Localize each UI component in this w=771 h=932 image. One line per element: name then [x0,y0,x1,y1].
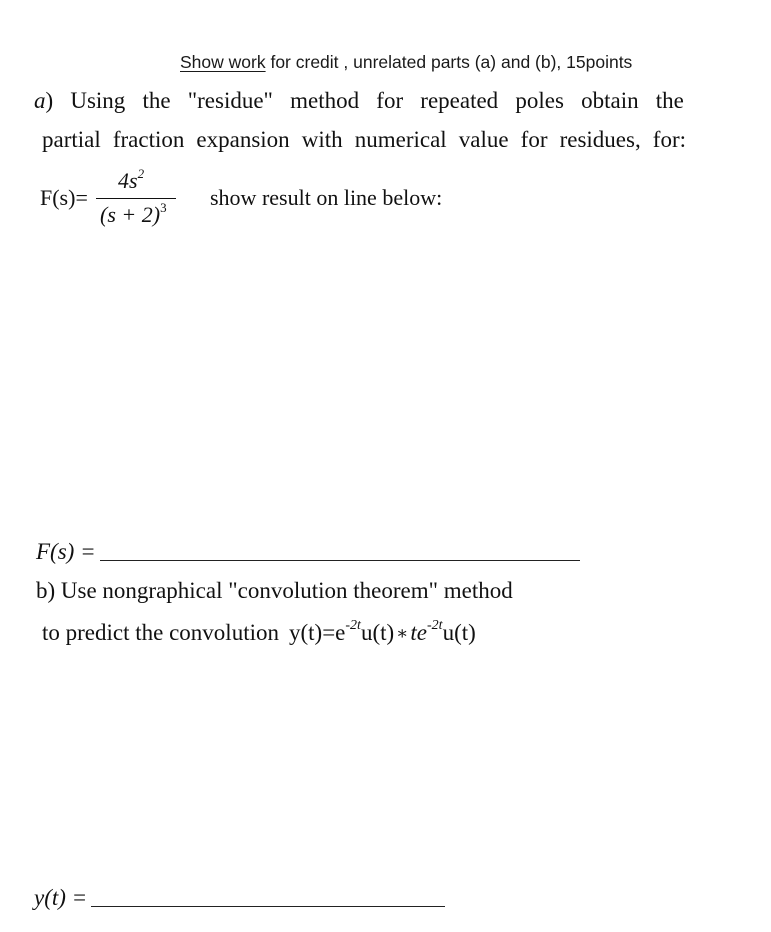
word: expansion [196,127,290,152]
word: the [142,88,171,113]
show-result-instruction: show result on line below: [210,185,443,210]
conv-exp-2: -2t [427,618,443,633]
fraction-denominator: $(s + 2)^3$ [100,200,167,227]
conv-mid: u(t) [360,620,395,645]
part-a-line-2 [42,127,686,153]
word: for [520,127,548,152]
conv-eq-start: y(t)=e [288,620,346,645]
fs-label: F(s)= [40,185,88,210]
show-work-text: Show work [180,52,266,72]
conv-end: u(t) [442,620,476,645]
conv-exp-1: -2t [345,618,361,633]
word: for: [652,127,686,152]
word: value [458,127,509,152]
word: with [301,127,343,152]
fraction-numerator: $4s^2$ [118,166,145,193]
word: residues, [559,127,641,152]
part-b-line-2 [42,620,476,646]
yt-answer-label: y(t) = [34,885,88,910]
word: for [376,88,404,113]
word: poles [515,88,564,113]
transfer-function-fraction [96,168,180,238]
word: "residue" [187,88,273,113]
part-b-prefix: to predict the convolution [42,620,279,645]
word: repeated [420,88,499,113]
part-b-line-1: b) Use nongraphical "convolution theorem" method [36,578,513,603]
convolution-star-icon: ∗ [396,623,409,643]
word: Using [70,88,126,113]
conv-te: te [410,620,427,645]
header-rest-text: for credit , unrelated parts (a) and (b), 15points [265,52,633,72]
fs-answer-blank[interactable] [100,538,580,561]
part-a-line-1 [34,88,684,114]
word: the [655,88,684,113]
fraction-bar [96,198,176,199]
word: fraction [112,127,185,152]
instructions-header [180,52,632,73]
word: numerical [354,127,447,152]
word: obtain [581,88,639,113]
word: method [290,88,360,113]
part-a-label: a) [34,88,54,113]
yt-answer-line [34,884,445,911]
fs-answer-line [36,538,580,565]
word: partial [42,127,101,152]
fs-answer-label: F(s) = [36,539,96,564]
yt-answer-blank[interactable] [91,884,445,907]
